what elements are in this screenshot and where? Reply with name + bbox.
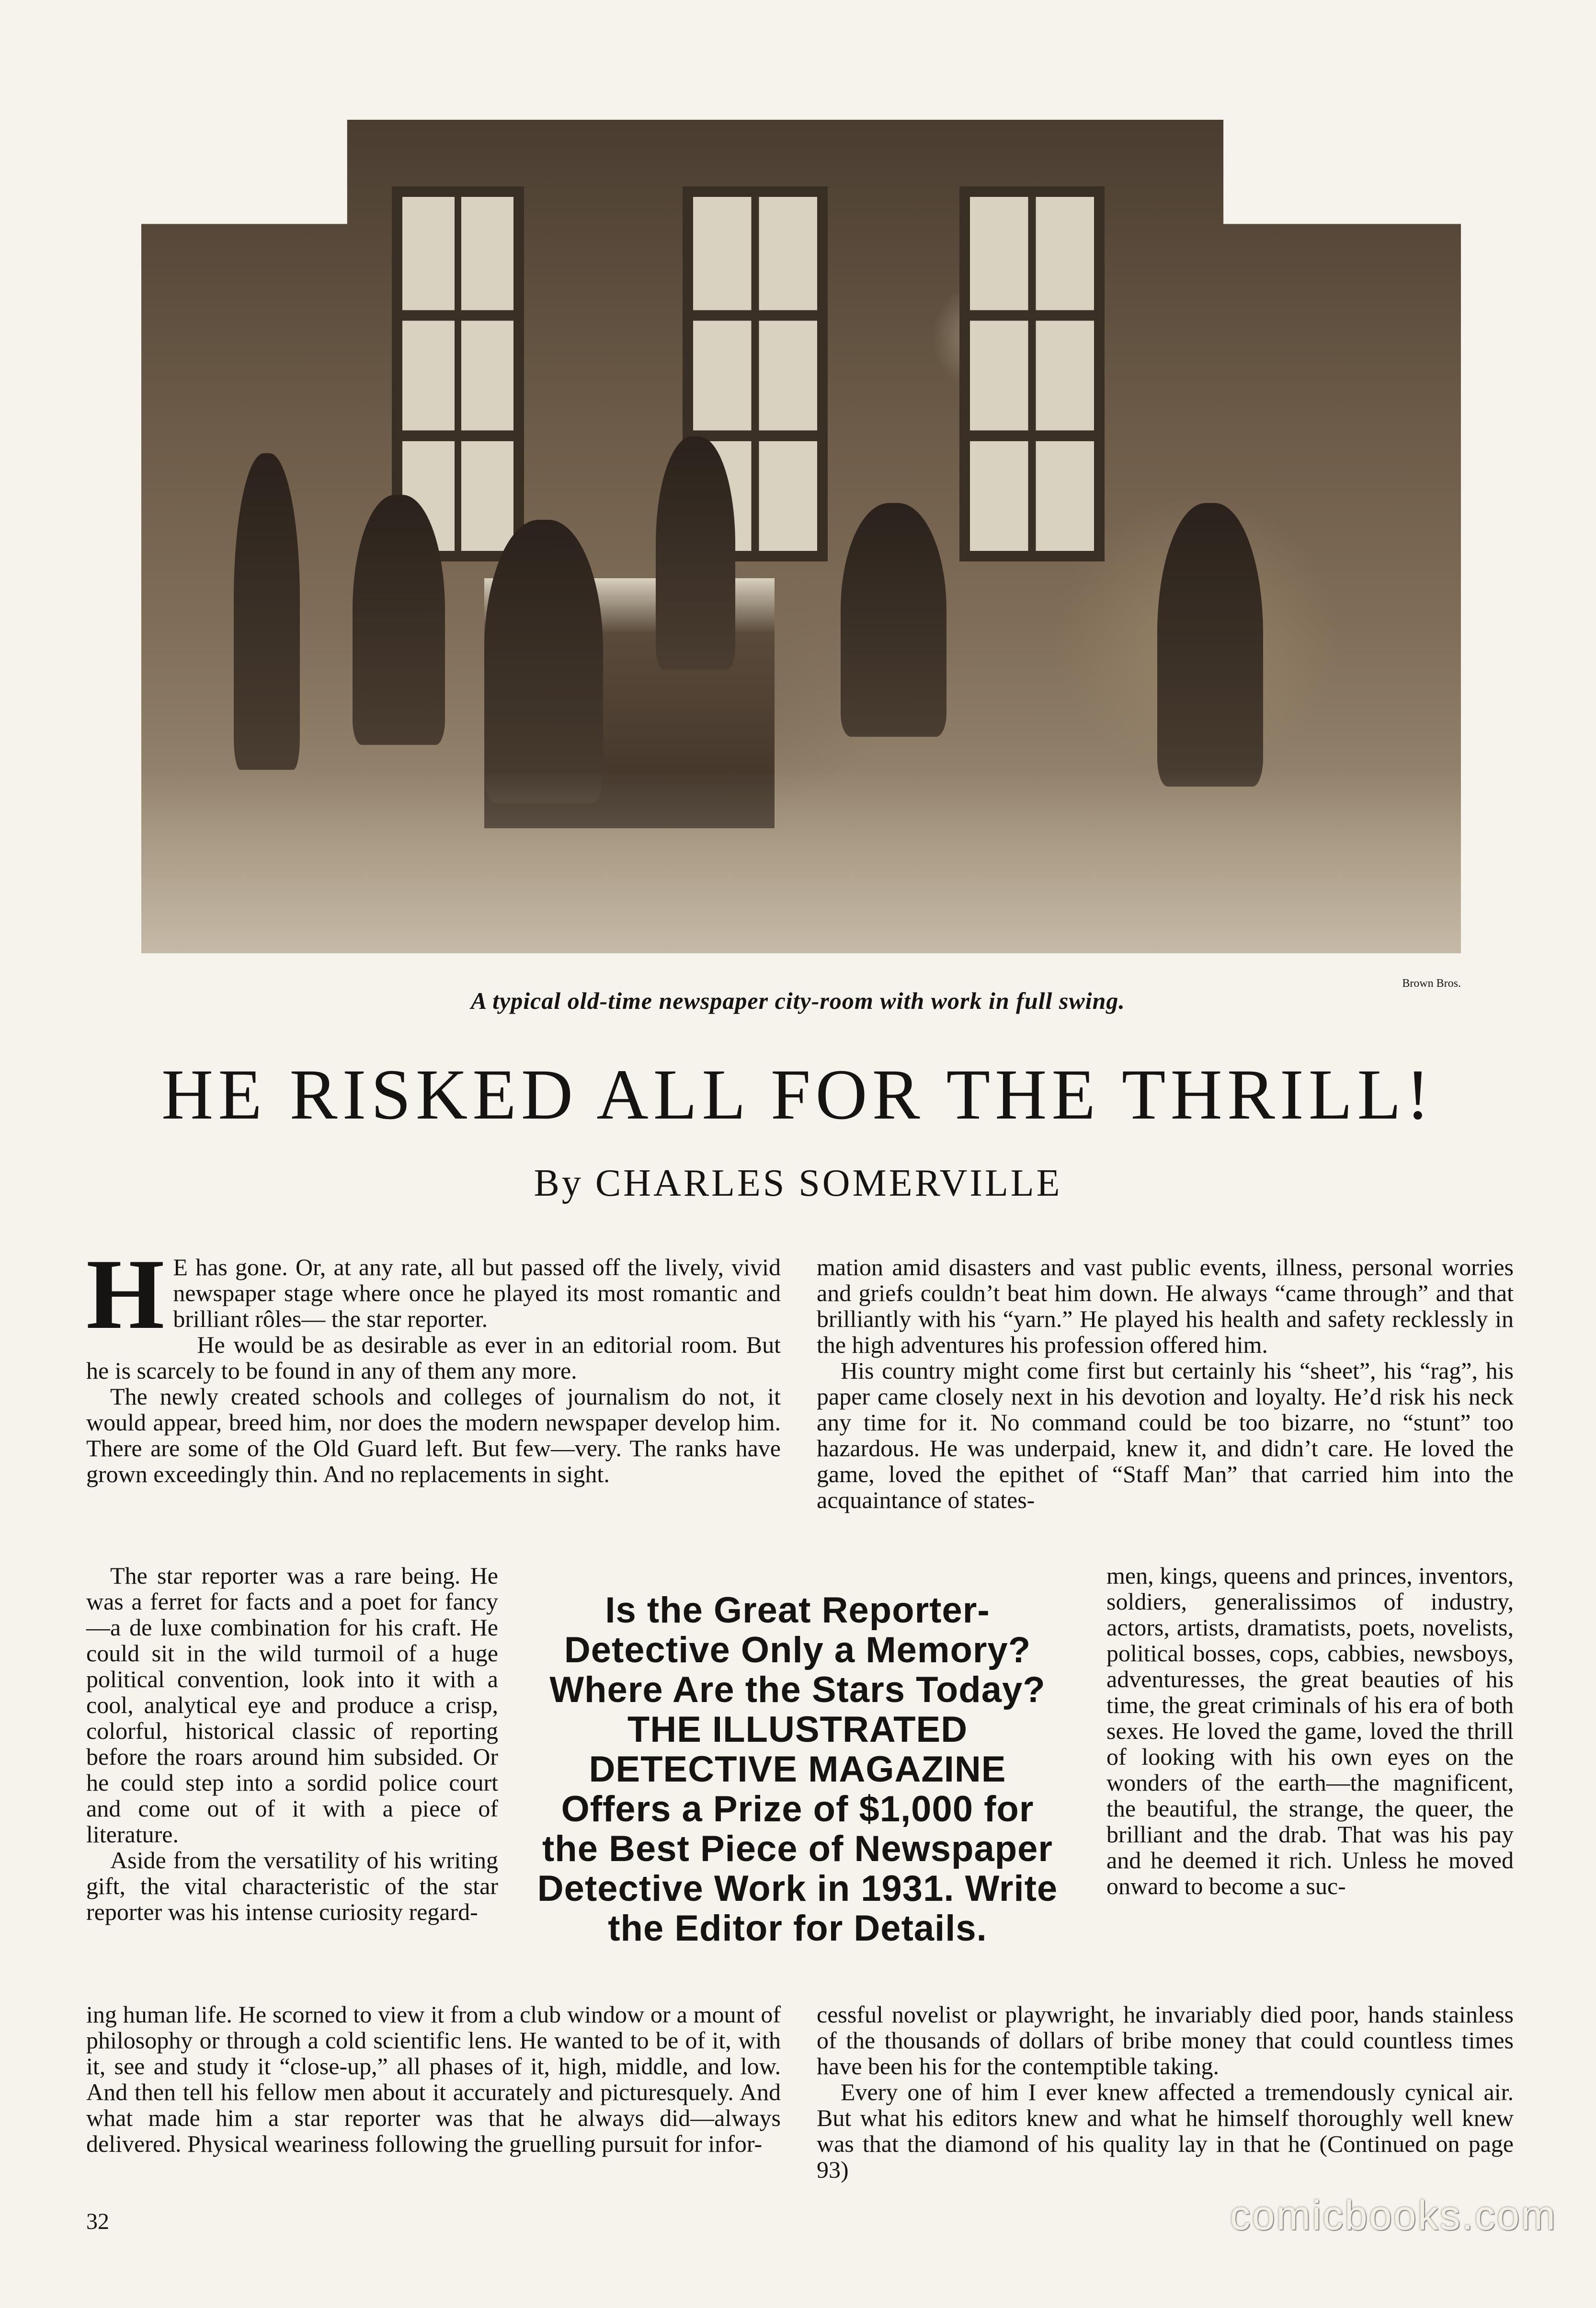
article-byline: By CHARLES SOMERVILLE [534,1162,1062,1204]
photo-floor [141,770,1461,953]
article-paragraph: His country might come first but certainly his “sheet”, his “rag”, his paper came closely next in his devotion and loyalty. He’d risk his neck any time for it. No command could be too bizarre, no “stunt” too hazardous. He was underpaid, knew it, and didn’t care. He loved the game, loved the epithet of “Staff Man” that carried him into the acquaintance of states- [817,1357,1514,1513]
photo-figure [353,495,445,745]
photo-figure [484,520,603,803]
site-watermark: comicbooks.com [1230,2193,1557,2239]
article-column-left-top [86,1239,781,1487]
article-column-left-narrow [86,1563,498,1925]
photo-figure [1157,503,1263,787]
article-column-left-bottom [86,2001,781,2157]
photo-credit: Brown Bros. [1402,977,1461,990]
page-number: 32 [86,2209,109,2234]
photo-figure [656,436,735,670]
article-paragraph: mation amid disasters and vast public events, illness, personal worries and griefs couldn’t beat him down. He always “came through” and that brilliantly with his “yarn.” He played his health and safety recklessly in the high adventures his profession offered him. [817,1254,1514,1358]
photo-caption: A typical old-time newspaper city-room with work in full swing. [471,987,1125,1014]
article-paragraph: He would be as desirable as ever in an editorial room. But he is scarcely to be found in any of them any more. [86,1331,781,1384]
drop-cap: H [86,1239,165,1350]
article-paragraph: The newly created schools and colleges of journalism do not, it would appear, breed him, nor does the modern newspaper develop him. There are some of the Old Guard left. But few—very. The ranks have grown exceedingly thin. And no replacements in sight. [86,1383,781,1487]
photo-figure [841,503,946,736]
article-paragraph: men, kings, queens and princes, inventors, soldiers, generalissimos of industry, actors, artists, dramatists, poets, novelists, political bosses, cops, cabbies, newsboys, adventuresses, the great beauties of his time, the great criminals of his era of both sexes. He loved the game, loved the thrill of looking with his own eyes on the wonders of the earth—the magnificent, the beautiful, the strange, the queer, the brilliant and the drab. That was his pay and he deemed it rich. Unless he moved onward to become a suc- [1106,1562,1514,1899]
newsroom-photo [141,120,1461,953]
article-title: HE RISKED ALL FOR THE THRILL! [161,1055,1435,1134]
article-column-right-top [817,1254,1514,1513]
article-column-right-narrow [1106,1563,1514,1899]
article-paragraph: ing human life. He scorned to view it from a club window or a mount of philosophy or through a cold scientific lens. He wanted to be of it, with it, see and study it “close-up,” all phases of it, high, middle, and low. And then tell his fellow men about it accurately and picturesquely. And what made him a star reporter was that he always did—always delivered. Physical weariness following the gruelling pursuit for infor- [86,2001,781,2157]
article-paragraph: The star reporter was a rare being. He was a ferret for facts and a poet for fancy—a de luxe combination for his craft. He could sit in the wild turmoil of a huge political convention, look into it with a cool, analytical eye and produce a crisp, colorful, historical classic of reporting before the roars around him subsided. Or he could step into a sordid police court and come out of it with a piece of literature. [86,1562,498,1848]
photo-window-right [959,186,1105,561]
article-paragraph: Every one of him I ever knew affected a tremendously cynical air. But what his editors knew and what he himself thoroughly well knew was that the diamond of his quality lay in that he (Continued on page 93) [817,2079,1514,2183]
article-paragraph: Aside from the versatility of his writing gift, the vital characteristic of the star reporter was his intense curiosity regard- [86,1847,498,1925]
photo-figure [234,453,300,770]
article-column-right-bottom [817,2001,1514,2182]
article-paragraph: cessful novelist or playwright, he invariably died poor, hands stainless of the thousands of dollars of bribe money that could countless times have been his for the contemptible taking. [817,2001,1514,2079]
contest-promo-box: Is the Great Reporter-Detective Only a Memory? Where Are the Stars Today? THE ILLUSTRATED DETECTIVE MAGAZINE Offers a Prize of $1,000 for the Best Piece of Newspaper Detective Work in 1931. Write the Editor for Details. [537,1590,1058,1949]
article-paragraph: H E has gone. Or, at any rate, all but passed off the lively, vivid newspaper stage where once he played its most romantic and brilliant rôles— the star reporter. [86,1239,781,1350]
